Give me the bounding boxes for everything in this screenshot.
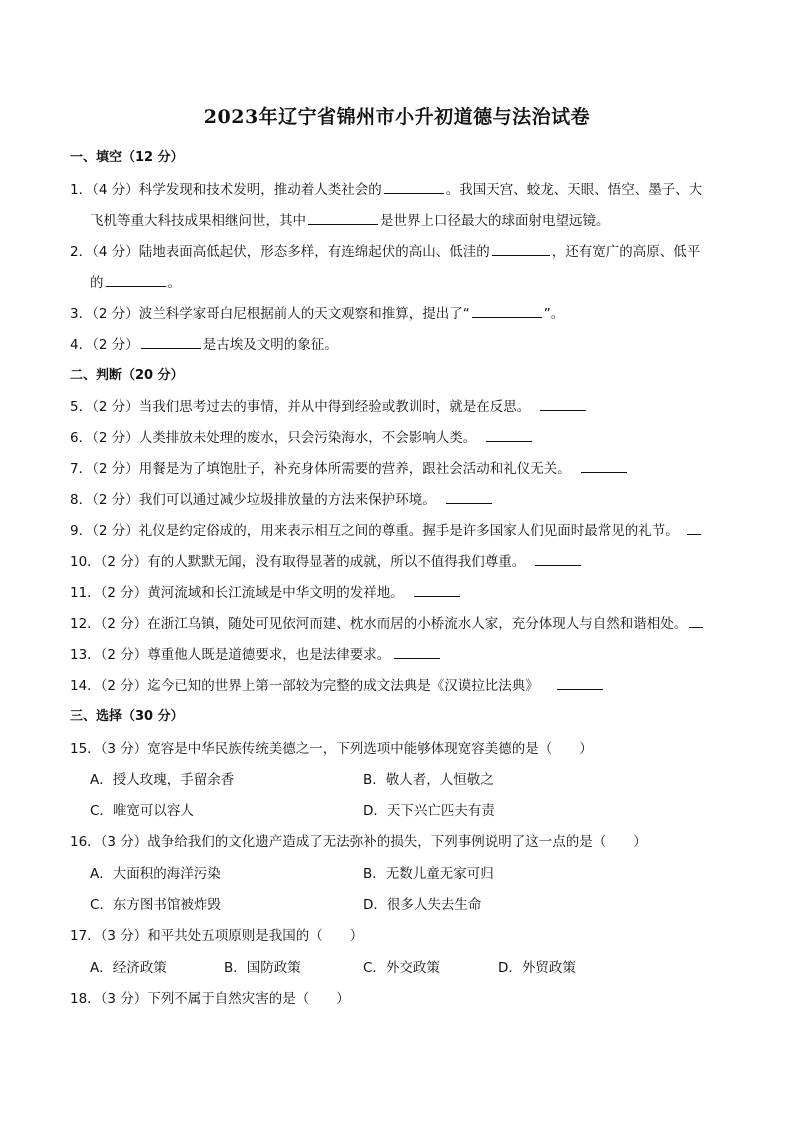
question-5 — [70, 395, 588, 415]
answer-blank[interactable] — [394, 645, 440, 659]
answer-blank[interactable] — [535, 552, 581, 566]
question-1-text-cont: 。我国天宫、蛟龙、天眼、悟空、墨子、大 — [445, 182, 703, 198]
question-3 — [70, 302, 564, 322]
answer-blank[interactable] — [540, 397, 586, 411]
question-2-line-1 — [70, 240, 700, 260]
q17-option-c[interactable]: C．外交政策 — [363, 960, 440, 976]
question-2-line-2 — [90, 271, 181, 291]
question-2-text-line2: 的 — [90, 275, 104, 291]
q16-option-b[interactable]: B．无数儿童无家可归 — [363, 866, 494, 882]
answer-blank[interactable] — [308, 211, 378, 225]
answer-blank[interactable] — [689, 614, 703, 628]
question-1-text-line2: 飞机等重大科技成果相继问世，其中 — [90, 213, 306, 229]
question-14 — [70, 674, 605, 694]
question-6 — [70, 426, 534, 446]
question-text: 10．（2 分）有的人默默无闻，没有取得显著的成就，所以不值得我们尊重。 — [70, 554, 526, 570]
question-text: 11．（2 分）黄河流域和长江流域是中华文明的发祥地。 — [70, 585, 404, 601]
q15-option-c[interactable]: C．唯宽可以容人 — [90, 803, 194, 819]
question-1-line-1 — [70, 178, 702, 198]
question-4-text-end: 是古埃及文明的象征。 — [202, 337, 338, 353]
q17-option-b[interactable]: B．国防政策 — [224, 960, 301, 976]
question-4 — [70, 333, 338, 353]
q16-option-c[interactable]: C．东方图书馆被炸毁 — [90, 897, 221, 913]
question-text: 5．（2 分）当我们思考过去的事情，并从中得到经验或教训时，就是在反思。 — [70, 399, 531, 415]
answer-blank[interactable] — [414, 583, 460, 597]
question-9 — [70, 519, 703, 539]
answer-blank[interactable] — [141, 335, 201, 349]
question-1-line-2 — [90, 209, 610, 229]
question-text: 6．（2 分）人类排放未处理的废水，只会污染海水，不会影响人类。 — [70, 430, 477, 446]
answer-blank[interactable] — [581, 459, 627, 473]
section-judge-heading: 二、判断（20 分） — [70, 368, 184, 383]
q17-option-a[interactable]: A．经济政策 — [90, 960, 167, 976]
question-16-stem: 16．（3 分）战争给我们的文化遗产造成了无法弥补的损失，下列事例说明了这一点的是（ ） — [70, 834, 647, 850]
answer-blank[interactable] — [446, 490, 492, 504]
question-1-text: 1．（4 分）科学发现和技术发明，推动着人类社会的 — [70, 182, 382, 198]
answer-blank[interactable] — [384, 180, 444, 194]
question-2-text: 2．（4 分）陆地表面高低起伏，形态多样，有连绵起伏的高山、低洼的 — [70, 244, 490, 260]
section-choice-heading: 三、选择（30 分） — [70, 709, 184, 724]
question-text: 9．（2 分）礼仪是约定俗成的，用来表示相互之间的尊重。握手是许多国家人们见面时最常见的礼节。 — [70, 523, 679, 539]
answer-blank[interactable] — [472, 304, 542, 318]
question-13 — [70, 643, 442, 663]
q15-option-b[interactable]: B．敬人者，人恒敬之 — [363, 772, 494, 788]
answer-blank[interactable] — [486, 428, 532, 442]
question-text: 13．（2 分）尊重他人既是道德要求，也是法律要求。 — [70, 647, 391, 663]
question-3-text: 3．（2 分）波兰科学家哥白尼根据前人的天文观察和推算，提出了“ — [70, 306, 470, 322]
q15-option-a[interactable]: A．授人玫瑰，手留余香 — [90, 772, 235, 788]
question-text: 8．（2 分）我们可以通过减少垃圾排放量的方法来保护环境。 — [70, 492, 436, 508]
q17-option-d[interactable]: D．外贸政策 — [498, 960, 576, 976]
q16-option-a[interactable]: A．大面积的海洋污染 — [90, 866, 221, 882]
question-10 — [70, 550, 583, 570]
page-title: 2023年辽宁省锦州市小升初道德与法治试卷 — [203, 106, 591, 128]
q15-option-d[interactable]: D．天下兴亡匹夫有责 — [363, 803, 495, 819]
q16-option-d[interactable]: D．很多人失去生命 — [363, 897, 482, 913]
question-15-stem: 15．（3 分）宽容是中华民族传统美德之一，下列选项中能够体现宽容美德的是（ ） — [70, 741, 593, 757]
question-2-text-end: 。 — [167, 275, 181, 291]
answer-blank[interactable] — [106, 273, 166, 287]
question-2-text-cont: ，还有宽广的高原、低平 — [551, 244, 701, 260]
question-7 — [70, 457, 629, 477]
answer-blank[interactable] — [557, 676, 603, 690]
question-1-text-end: 是世界上口径最大的球面射电望远镜。 — [380, 213, 610, 229]
question-18-stem: 18．（3 分）下列不属于自然灾害的是（ ） — [70, 991, 350, 1007]
section-fill-heading: 一、填空（12 分） — [70, 150, 184, 165]
question-text: 14．（2 分）迄今已知的世界上第一部较为完整的成文法典是《汉谟拉比法典》 — [70, 678, 539, 694]
answer-blank[interactable] — [687, 521, 701, 535]
question-4-text: 4．（2 分） — [70, 337, 139, 353]
question-11 — [70, 581, 462, 601]
question-3-text-end: ”。 — [543, 306, 565, 322]
question-8 — [70, 488, 494, 508]
question-12 — [70, 612, 705, 632]
answer-blank[interactable] — [492, 242, 550, 256]
question-17-stem: 17．（3 分）和平共处五项原则是我国的（ ） — [70, 928, 364, 944]
question-text: 12．（2 分）在浙江乌镇，随处可见依河而建、枕水而居的小桥流水人家，充分体现人与自然和谐相处。 — [70, 616, 688, 632]
question-text: 7．（2 分）用餐是为了填饱肚子，补充身体所需要的营养，跟社会活动和礼仪无关。 — [70, 461, 571, 477]
